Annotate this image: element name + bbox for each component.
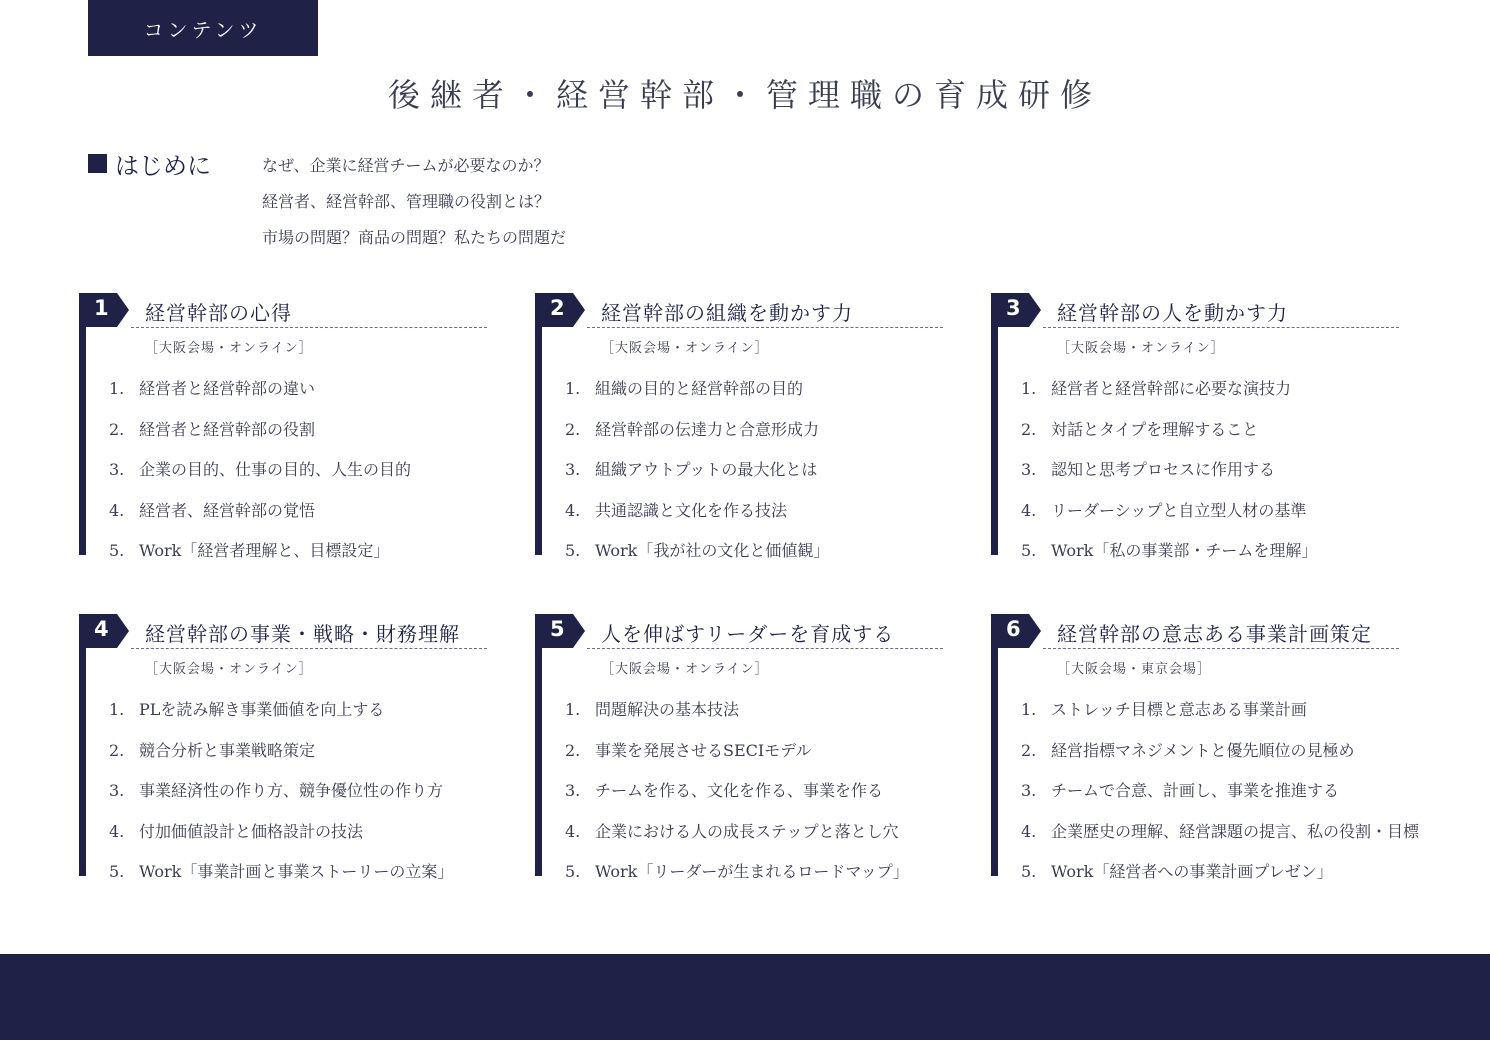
module-card-2 [535, 293, 975, 560]
dashed-divider [587, 327, 943, 328]
module-title: 経営幹部の人を動かす力 [1057, 301, 1288, 325]
intro-line: なぜ、企業に経営チームが必要なのか？ [262, 156, 550, 175]
list-item: 1. PLを読み解き事業価値を向上する [109, 700, 385, 719]
list-item: 1. 問題解決の基本技法 [565, 700, 740, 719]
list-item: 2. 経営指標マネジメントと優先順位の見極め [1021, 740, 1355, 760]
module-number: 4 [94, 617, 109, 641]
module-number: 2 [550, 296, 565, 320]
module-title: 経営幹部の事業・戦略・財務理解 [145, 622, 460, 646]
list-item: 4. 企業歴史の理解、経営課題の提言、私の役割・目標 [1021, 821, 1420, 841]
dashed-divider [1043, 327, 1399, 328]
list-item: 2. 対話とタイプを理解すること [1021, 419, 1259, 439]
dashed-divider [131, 648, 487, 649]
dashed-divider [1043, 648, 1399, 649]
list-item: 5. Work「私の事業部・チームを理解」 [1021, 541, 1318, 560]
module-venue: ［大阪会場・オンライン］ [145, 662, 313, 677]
module-venue: ［大阪会場・オンライン］ [601, 662, 769, 677]
list-item: 3. チームを作る、文化を作る、事業を作る [565, 781, 884, 800]
list-item: 5. Work「経営者への事業計画プレゼン」 [1021, 862, 1333, 881]
list-item: 2. 事業を発展させるSECIモデル [565, 740, 812, 760]
intro-heading-label: はじめに [115, 152, 211, 180]
module-venue: ［大阪会場・東京会場］ [1057, 662, 1212, 677]
card-accent-bar [535, 293, 542, 555]
module-card-4 [79, 614, 519, 881]
list-item: 4. 企業における人の成長ステップと落とし穴 [565, 821, 899, 841]
module-number: 1 [94, 296, 109, 320]
square-bullet-icon [88, 154, 107, 173]
list-item: 4. 経営者、経営幹部の覚悟 [109, 500, 316, 520]
card-accent-bar [991, 614, 998, 876]
module-venue: ［大阪会場・オンライン］ [601, 341, 769, 356]
list-item: 1. 経営者と経営幹部に必要な演技力 [1021, 379, 1292, 398]
list-item: 2. 競合分析と事業戦略策定 [109, 740, 316, 760]
list-item: 5. Work「事業計画と事業ストーリーの立案」 [109, 862, 454, 881]
card-accent-bar [79, 614, 86, 876]
module-title: 経営幹部の組織を動かす力 [601, 301, 853, 325]
list-item: 5. Work「リーダーが生まれるロードマップ」 [565, 862, 909, 881]
list-item: 1. ストレッチ目標と意志ある事業計画 [1021, 700, 1307, 719]
list-item: 2. 経営者と経営幹部の役割 [109, 419, 316, 439]
list-item: 4. 共通認識と文化を作る技法 [565, 500, 788, 520]
module-number: 5 [550, 617, 565, 641]
module-title: 経営幹部の意志ある事業計画策定 [1057, 622, 1372, 646]
list-item: 3. 組織アウトプットの最大化とは [565, 460, 818, 479]
card-accent-bar [991, 293, 998, 555]
module-number: 6 [1006, 617, 1021, 641]
card-accent-bar [535, 614, 542, 876]
footer-band [0, 954, 1490, 1040]
module-card-3 [991, 293, 1431, 560]
module-topic-list [565, 369, 829, 572]
module-title: 人を伸ばすリーダーを育成する [601, 622, 895, 646]
module-title: 経営幹部の心得 [145, 301, 292, 325]
list-item: 3. 認知と思考プロセスに作用する [1021, 460, 1276, 479]
list-item: 5. Work「経営者理解と、目標設定」 [109, 541, 390, 560]
module-topic-list [1021, 369, 1317, 572]
list-item: 4. リーダーシップと自立型人材の基準 [1021, 500, 1307, 520]
module-topic-list [565, 690, 909, 893]
dashed-divider [587, 648, 943, 649]
list-item: 2. 経営幹部の伝達力と合意形成力 [565, 419, 820, 439]
list-item: 3. 企業の目的、仕事の目的、人生の目的 [109, 460, 412, 479]
module-topic-list [109, 369, 411, 572]
list-item: 1. 組織の目的と経営幹部の目的 [565, 379, 804, 398]
list-item: 1. 経営者と経営幹部の違い [109, 379, 316, 398]
contents-tab[interactable]: コンテンツ [88, 0, 318, 56]
intro-lines [262, 148, 566, 256]
module-topic-list [1021, 690, 1419, 893]
module-card-6 [991, 614, 1431, 881]
module-number: 3 [1006, 296, 1021, 320]
module-card-5 [535, 614, 975, 881]
list-item: 3. チームで合意、計画し、事業を推進する [1021, 781, 1340, 800]
intro-heading [88, 146, 211, 181]
module-topic-list [109, 690, 453, 893]
module-card-1 [79, 293, 519, 560]
page-title: 後継者・経営幹部・管理職の育成研修 [387, 76, 1102, 114]
intro-line: 市場の問題？商品の問題？私たちの問題だ [262, 228, 567, 247]
dashed-divider [131, 327, 487, 328]
card-accent-bar [79, 293, 86, 555]
list-item: 3. 事業経済性の作り方、競争優位性の作り方 [109, 781, 444, 800]
list-item: 5. Work「我が社の文化と価値観」 [565, 541, 830, 560]
list-item: 4. 付加価値設計と価格設計の技法 [109, 821, 364, 841]
module-venue: ［大阪会場・オンライン］ [1057, 341, 1225, 356]
module-venue: ［大阪会場・オンライン］ [145, 341, 313, 356]
intro-line: 経営者、経営幹部、管理職の役割とは？ [262, 192, 551, 211]
